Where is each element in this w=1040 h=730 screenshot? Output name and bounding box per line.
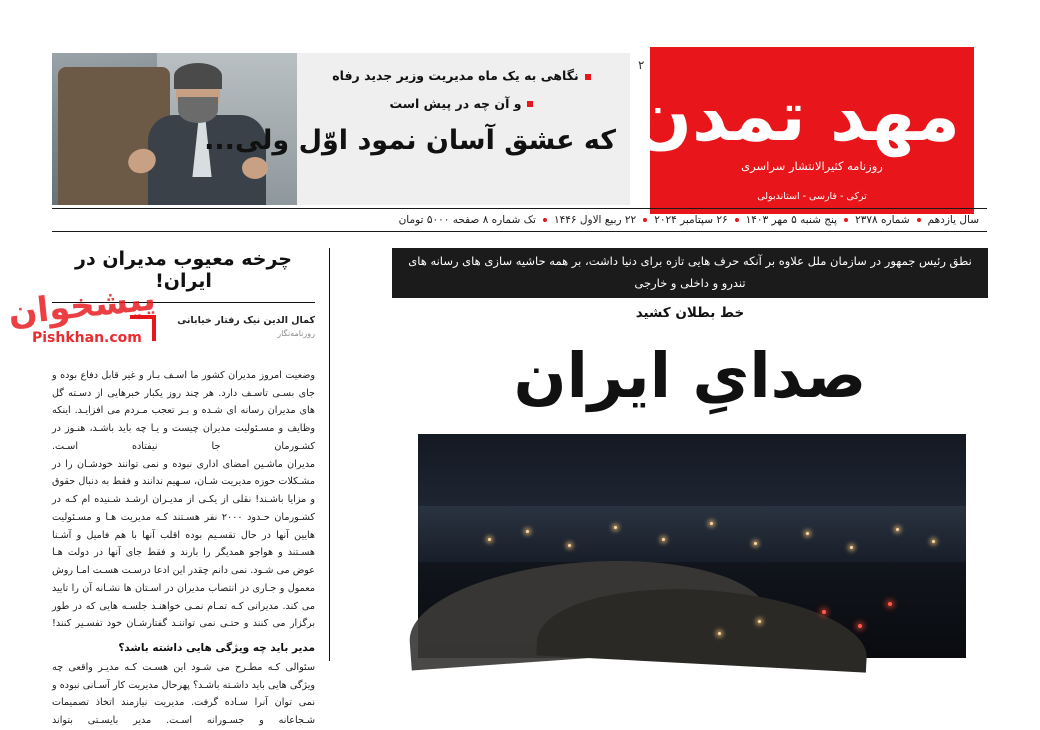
separator-dot-icon — [543, 218, 547, 222]
masthead — [0, 0, 1040, 232]
photo-city-light — [614, 526, 617, 529]
page-number: ۲ — [638, 58, 645, 72]
photo-road-light — [718, 632, 721, 635]
photo-city-light — [710, 522, 713, 525]
photo-subject-beard — [178, 97, 218, 123]
hero-teaser-1 — [307, 67, 616, 86]
watermark-persian: پیشخوان — [6, 278, 158, 334]
lead-subkicker: خط بطلان کشید — [635, 304, 745, 321]
opinion-paragraph-2: مدیران ماشـین امضای اداری نبوده و نمی توانند خودشـان را در مشـکلات حوزه مدیریت شـان، سـهیم ندانند و فقط به دنبال حقوق و مزایا باشـند! نقلی از یکـی از مدیـران ارشـد شـنیده ام کـه در کشـورمان حـدود ۲۰۰۰ نفر هسـتند کـه مدیریت هـا و مسـئولیت هایین آنها در حال تقسـیم بوده اقلب آنها با هم فامیل و آشـنا هسـتند و هواجو همدیگر را بارند و فقط جای آنها در دولت هـا عوض می شـود. نمی دانم چقدر این ادعا درسـت هسـت امـا روش معمول و جـاری در انتصاب مدیران در اسـتان ها نشـانه آن را تایید می کند. مدیرانی کـه تمـام نمـی خواهنـد جلسـه هایی که در طور برگزار می کنند و حتـی نمی تواننـد گفتارشـان خود تفسـیر کنند! — [52, 458, 315, 630]
hero-headline[interactable]: که عشق آسان نمود اوّل ولی... — [204, 124, 616, 156]
author-role: روزنامه‌نگار — [277, 329, 315, 338]
lead-kicker: نطق رئیس جمهور در سازمان ملل علاوه بر آنکه حرف هایی تازه برای دنیا داشت، بر همه حاشیه سازی های رسانه های تندرو و داخلی و خارجی — [392, 248, 988, 298]
info-issue: شماره ۲۳۷۸ — [855, 214, 910, 226]
info-weekday-date: پنج شنبه ۵ مهر ۱۴۰۳ — [745, 214, 838, 226]
opinion-paragraph-1: وضعیت امروز مدیران کشور ما اسـف بـار و غیر قابل دفاع بوده و جای بسـی تاسـف دارد. هر چند روز یکبار خبرهایی از دسـته گل های مدیران رسانه ای شـده و بـر تعجب مـردم می افزایـد. اینکه وظایف و مسـئولیت مدیران چیست و یـا چه باید باشـد، هنـوز در کشـورمان جا نیفتاده اسـت. — [52, 370, 315, 452]
hero-teaser-block[interactable] — [52, 53, 630, 205]
logo-title: مهد تمدن — [632, 75, 960, 157]
watermark-latin: Pishkhan.com — [32, 330, 142, 346]
opinion-paragraph-3: سئوالی کـه مطـرح می شـود این هسـت کـه مدیـر واقعی چه ویژگی هایی باید داشـته باشـد؟ پهرحال مدیریت کار آسـانی نبوده و نمی توان آنرا سـاده گرفت. مدیریت نیازمند اتخاذ تصمیمات شـجاعانه و جسـورانه اسـت. مدیر بایسـتی بتواند — [52, 662, 315, 727]
info-pages-price: تک شماره ۸ صفحه ۵۰۰۰ تومان — [398, 214, 536, 226]
photo-city-light — [488, 538, 491, 541]
photo-road-light — [758, 620, 761, 623]
photo-car-taillight — [888, 602, 892, 606]
hero-teaser-2-text: و آن چه در پیش است — [389, 95, 522, 111]
info-gregorian-date: ۲۶ سپتامبر ۲۰۲۴ — [654, 214, 728, 226]
separator-dot-icon — [735, 218, 739, 222]
logo-subtitle-top: روزنامه کثیرالانتشار سراسری — [741, 159, 883, 173]
info-year: سال یازدهم — [927, 214, 979, 226]
photo-city-light — [850, 546, 853, 549]
opinion-subhead: مدیر باید چه ویژگی هایی داشته باشد؟ — [118, 642, 315, 655]
red-square-marker-icon — [585, 74, 591, 80]
hero-teaser-2 — [307, 95, 616, 114]
photo-city-light — [932, 540, 935, 543]
separator-dot-icon — [917, 218, 921, 222]
author-name: کمال الدین نیک رفتار خیابانی — [177, 315, 315, 326]
photo-city-light — [662, 538, 665, 541]
red-square-marker-icon — [527, 101, 533, 107]
photo-city-light — [754, 542, 757, 545]
info-hijri-date: ۲۲ ربیع الاول ۱۴۴۶ — [553, 214, 637, 226]
opinion-column-title[interactable]: چرخه معیوب مدیران در ایران! — [52, 248, 315, 303]
photo-car-taillight — [858, 624, 862, 628]
lead-photo-night-city — [418, 434, 966, 658]
lead-story — [392, 248, 988, 658]
photo-subject-hair — [174, 63, 222, 89]
separator-dot-icon — [844, 218, 848, 222]
photo-city-light — [526, 530, 529, 533]
opinion-column — [52, 248, 330, 727]
issue-info-bar — [52, 208, 987, 232]
photo-skyline — [418, 506, 966, 566]
newspaper-logo — [632, 47, 974, 214]
opinion-byline — [52, 315, 315, 355]
photo-city-light — [896, 528, 899, 531]
logo-subtitle-bottom: ترکی - فارسی - استاندبولی — [757, 191, 867, 202]
separator-dot-icon — [643, 218, 647, 222]
lead-headline[interactable]: صدایِ ایران — [513, 338, 867, 412]
quote-mark-icon — [130, 315, 156, 341]
photo-city-light — [568, 544, 571, 547]
hero-teaser-1-text: نگاهی به یک ماه مدیریت وزیر جدید رفاه — [332, 68, 579, 83]
photo-city-light — [806, 532, 809, 535]
hero-text-block — [204, 53, 630, 205]
photo-car-taillight — [822, 610, 826, 614]
photo-subject-hand-right — [242, 157, 268, 179]
